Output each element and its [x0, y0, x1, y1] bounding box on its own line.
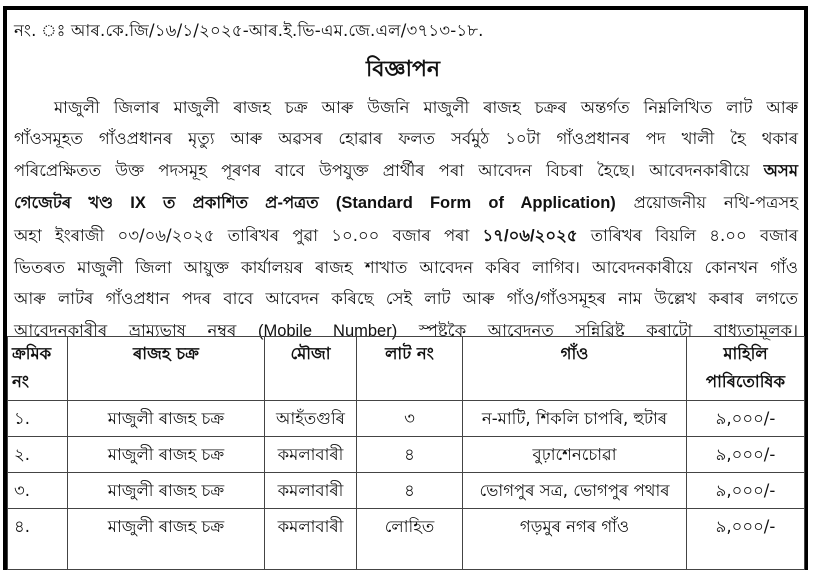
notice-body [14, 92, 798, 347]
body-line-8-b: স্পষ্টকৈ আবেদনত সন্নিৱিষ্ট কৰাটো বাধ্যতামূলক। [397, 320, 798, 340]
cell-remuneration: ৯,০০০/- [687, 509, 805, 570]
body-line-5 [14, 220, 798, 252]
cell-serial: ৪. [8, 509, 68, 570]
start-date-text: অহা ইংৰাজী ০৩/০৬/২০২৫ তাৰিখৰ পুৱা ১০.০০ বজাৰ পৰা [14, 225, 483, 245]
cell-village: ভোগপুৰ সত্ৰ, ভোগপুৰ পথাৰ [463, 473, 687, 509]
body-line-3 [14, 155, 798, 187]
mobile-number-label: (Mobile Number) [257, 321, 398, 340]
cell-lot-no: ৩ [357, 401, 463, 437]
cell-revenue-circle: মাজুলী ৰাজহ চক্ৰ [68, 437, 265, 473]
cell-serial: ১. [8, 401, 68, 437]
table-row [8, 473, 805, 509]
cell-mouza: কমলাবাৰী [265, 437, 357, 473]
cell-serial: ৩. [8, 473, 68, 509]
cell-remuneration: ৯,০০০/- [687, 401, 805, 437]
cell-village: ন-মাটি, শিকলি চাপৰি, হুটাৰ [463, 401, 687, 437]
cell-village: গড়মুৰ নগৰ গাঁও [463, 509, 687, 570]
header-revenue-circle: ৰাজহ চক্ৰ [68, 337, 265, 401]
cell-mouza: আহঁতগুৰি [265, 401, 357, 437]
table-row [8, 437, 805, 473]
cell-revenue-circle: মাজুলী ৰাজহ চক্ৰ [68, 473, 265, 509]
body-line-1: মাজুলী জিলাৰ মাজুলী ৰাজহ চক্ৰ আৰু উজনি মাজুলী ৰাজহ চক্ৰৰ অন্তৰ্গত নিম্নলিখিত লাট আৰু [54, 98, 798, 117]
table-header-row [8, 337, 805, 401]
header-mouza: মৌজা [265, 337, 357, 401]
cell-mouza: কমলাবাৰী [265, 473, 357, 509]
header-lot-no: লাট নং [357, 337, 463, 401]
end-time-text: তাৰিখৰ বিয়লি ৪.০০ বজাৰ [577, 225, 798, 245]
vacancy-table [7, 336, 805, 570]
body-line-4 [14, 187, 798, 219]
cell-lot-no: ৪ [357, 473, 463, 509]
body-line-4-tail: প্ৰয়োজনীয় নথি-পত্ৰসহ [615, 193, 798, 213]
body-line-3-text: পৰিপ্ৰেক্ষিতত উক্ত পদসমূহ পূৰণৰ বাবে উপযুক্ত প্ৰাৰ্থীৰ পৰা আবেদন বিচৰা হৈছে। আবেদনকাৰীয়ে [14, 160, 750, 180]
body-line-7: আৰু লাটৰ গাঁওপ্ৰধান পদৰ বাবে আবেদন কৰিছে সেই লাট আৰু গাঁও/গাঁওসমূহৰ নাম উল্লেখ কৰাৰ লগতে [14, 289, 798, 309]
cell-remuneration: ৯,০০০/- [687, 437, 805, 473]
reference-number: নং. ঃ আৰ.কে.জি/১৬/১/২০২৫-আৰ.ই.ভি-এম.জে.এল/৩৭১৩-১৮. [14, 21, 484, 40]
cell-revenue-circle: মাজুলী ৰাজহ চক্ৰ [68, 401, 265, 437]
table-row [8, 401, 805, 437]
header-remuneration: মাহিলি পাৰিতোষিক [687, 337, 805, 401]
body-line-3-bold: অসম [763, 161, 798, 180]
body-line-8-a: আবেদনকাৰীৰ ভ্ৰাম্যভাষ নম্বৰ [14, 320, 258, 340]
cell-revenue-circle: মাজুলী ৰাজহ চক্ৰ [68, 509, 265, 570]
cell-mouza: কমলাবাৰী [265, 509, 357, 570]
cell-lot-no: ৪ [357, 437, 463, 473]
cell-village: বুঢ়াশেনচোৱা [463, 437, 687, 473]
cell-lot-no: লোহিত [357, 509, 463, 570]
gazette-reference: গেজেটৰ খণ্ড IX ত প্ৰকাশিত প্ৰ-পত্ৰত (Standard Form of Application) [14, 194, 616, 213]
cell-remuneration: ৯,০০০/- [687, 473, 805, 509]
table-row [8, 509, 805, 570]
header-serial: ক্ৰমিক নং [8, 337, 68, 401]
body-line-2: গাঁওসমূহত গাঁওপ্ৰধানৰ মৃত্যু আৰু অৱসৰ হোৱাৰ ফলত সৰ্বমুঠ ১০টা গাঁওপ্ৰধানৰ পদ খালী হৈ থকাৰ [14, 129, 798, 149]
notice-title: বিজ্ঞাপন [365, 57, 441, 82]
cell-serial: ২. [8, 437, 68, 473]
header-village: গাঁও [463, 337, 687, 401]
body-line-6: ভিতৰত মাজুলী জিলা আয়ুক্ত কাৰ্যালয়ৰ ৰাজহ শাখাত আবেদন কৰিব লাগিব। আবেদনকাৰীয়ে কোনখন গাঁও [14, 258, 798, 278]
last-date: ১৭/০৬/২০২৫ [482, 226, 578, 245]
